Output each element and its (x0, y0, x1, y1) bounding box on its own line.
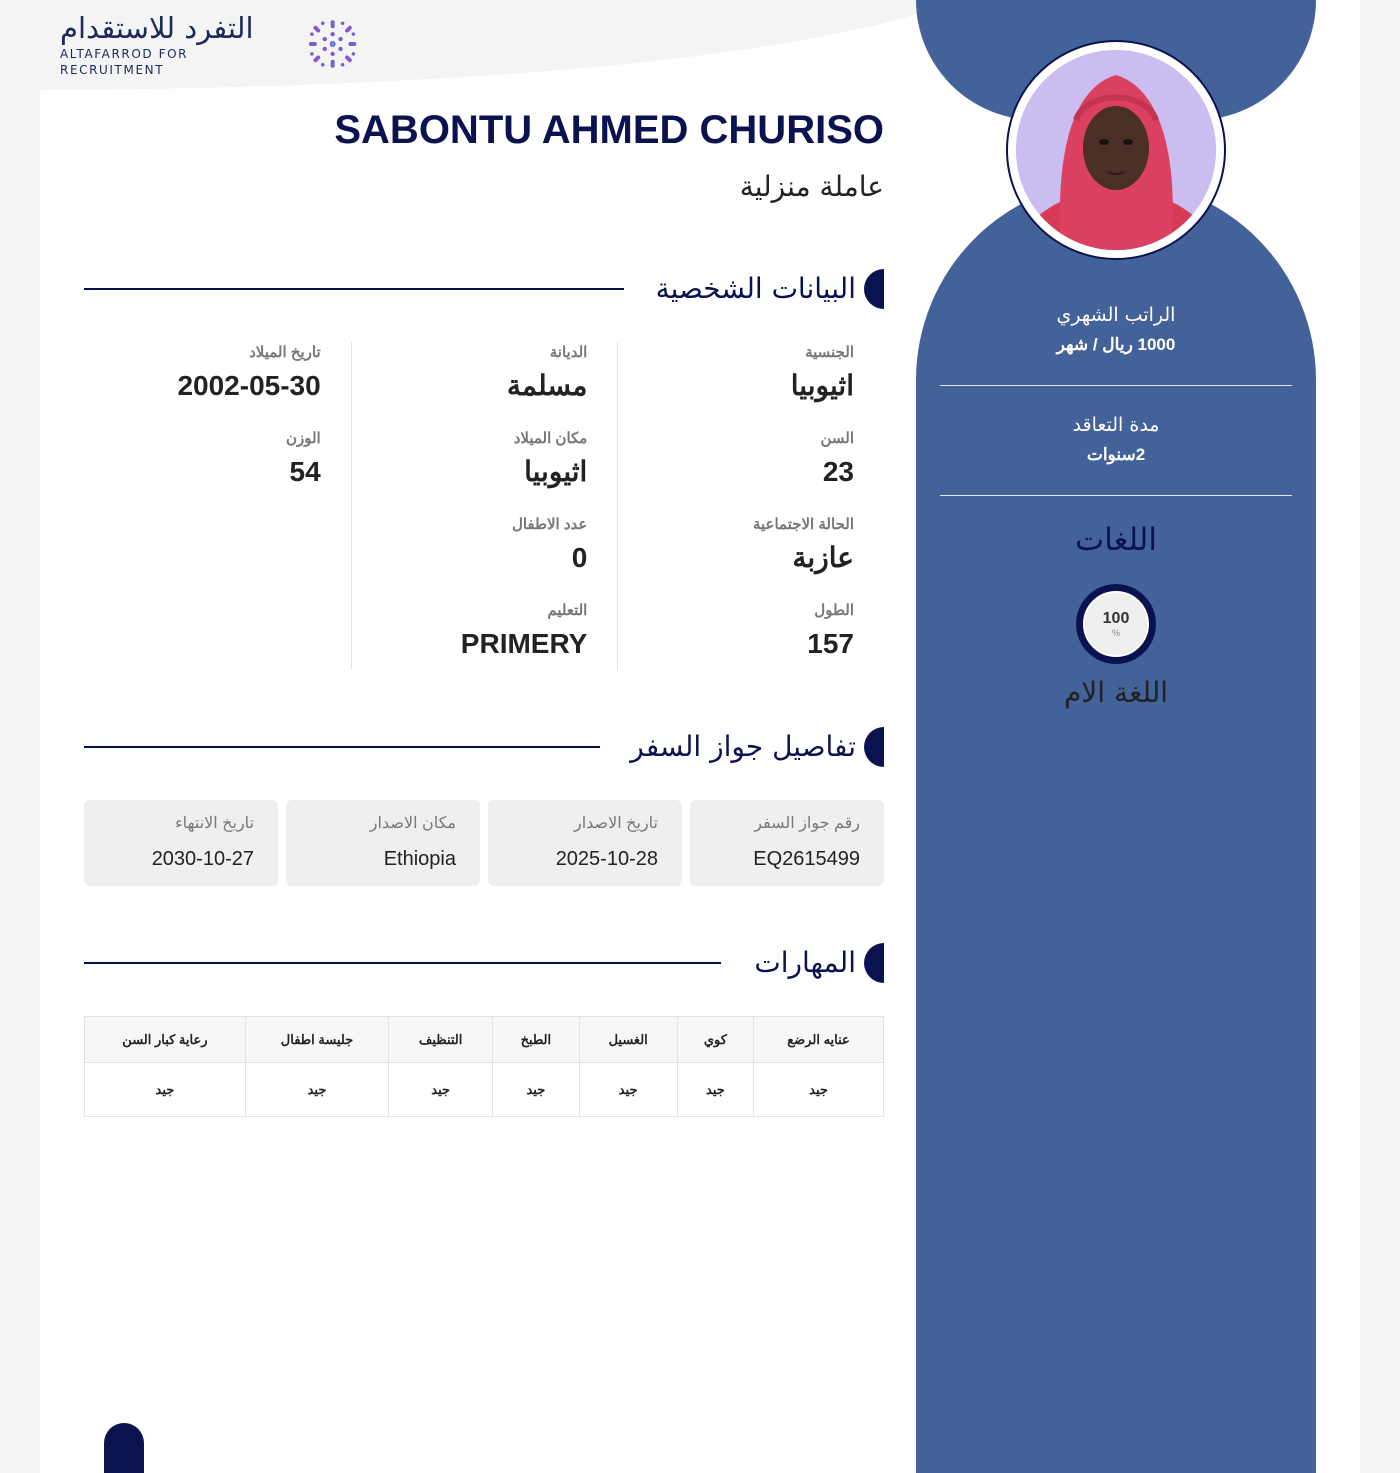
passport-card (488, 800, 682, 886)
info-value: 23 (822, 456, 854, 487)
skill-header: عنايه الرضع (754, 1017, 884, 1063)
section-marker (864, 943, 884, 983)
salary-block (940, 300, 1292, 360)
passport-value: 2025-10-28 (555, 848, 658, 870)
languages-title: اللغات (1075, 522, 1157, 558)
info-label: التعليم (547, 602, 588, 619)
section-personal-title: البيانات الشخصية (655, 272, 856, 305)
brand-name-english: ALTAFARROD FOR RECRUITMENT (60, 47, 189, 77)
passport-card (690, 800, 884, 886)
brand-name-arabic: التفرد للاستقدام (60, 11, 254, 45)
passport-label: تاريخ الانتهاء (175, 815, 254, 832)
info-label: الحالة الاجتماعية (752, 516, 854, 533)
section-passport-header (84, 727, 884, 767)
salary-value: 1000 ريال / شهر (1056, 335, 1176, 354)
skill-header: الغسيل (579, 1017, 677, 1063)
info-value: 54 (289, 456, 321, 487)
section-skills-title: المهارات (754, 946, 856, 979)
info-column (84, 342, 351, 670)
profile-photo-frame (1006, 40, 1226, 260)
info-item (618, 514, 854, 600)
info-item (352, 342, 588, 428)
info-item (618, 600, 854, 686)
contract-value: 2سنوات (1086, 445, 1146, 464)
skill-header: التنظيف (389, 1017, 493, 1063)
contract-block (940, 410, 1292, 470)
skill-header: الطبخ (493, 1017, 579, 1063)
info-column (617, 342, 884, 670)
info-item (618, 342, 854, 428)
section-rule (84, 962, 721, 964)
passport-value: 2030-10-27 (151, 848, 254, 870)
info-value: اثيوبيا (790, 370, 854, 401)
section-marker (864, 269, 884, 309)
section-passport-title: تفاصيل جواز السفر (630, 730, 856, 763)
skills-header-row (85, 1017, 884, 1063)
section-skills-header (84, 943, 884, 983)
info-value: 0 (571, 542, 588, 573)
info-item (84, 342, 321, 428)
info-label: الجنسية (805, 344, 854, 361)
decorative-tab (104, 1423, 144, 1473)
passport-card (84, 800, 278, 886)
contract-label: مدة التعاقد (1072, 414, 1160, 436)
info-item (84, 428, 321, 514)
info-item (618, 428, 854, 514)
skills-value-row (85, 1063, 884, 1117)
skill-rating: جيد (579, 1063, 677, 1117)
language-percent: 100 (1102, 610, 1130, 627)
info-label: الطول (814, 602, 854, 619)
sidebar-divider (940, 495, 1292, 496)
section-rule (84, 746, 600, 748)
info-value: PRIMERY (460, 628, 588, 659)
passport-label: مكان الاصدار (369, 815, 456, 832)
cv-page (40, 0, 1360, 1473)
job-title: عاملة منزلية (739, 170, 884, 203)
skill-header: جليسة اطفال (245, 1017, 388, 1063)
brand-logo (60, 11, 360, 77)
info-value: 2002-05-30 (177, 370, 321, 401)
language-level-gauge (1076, 584, 1156, 664)
skill-rating: جيد (677, 1063, 753, 1117)
skills-table (84, 1016, 884, 1117)
personal-info-grid (84, 342, 884, 670)
candidate-name: SABONTU AHMED CHURISO (334, 108, 884, 152)
section-rule (84, 288, 624, 290)
passport-label: تاريخ الاصدار (573, 815, 658, 832)
info-value: اثيوبيا (524, 456, 588, 487)
skill-rating: جيد (389, 1063, 493, 1117)
salary-label: الراتب الشهري (1056, 304, 1176, 326)
passport-label: رقم جواز السفر (754, 815, 860, 832)
sidebar-divider (940, 385, 1292, 386)
skill-rating: جيد (493, 1063, 579, 1117)
info-column (351, 342, 618, 670)
info-value: عازبة (792, 542, 854, 573)
brand-logo-icon (305, 16, 360, 72)
info-item (352, 600, 588, 686)
section-marker (864, 727, 884, 767)
person-illustration-icon (1016, 50, 1216, 250)
skill-rating: جيد (754, 1063, 884, 1117)
passport-details (84, 800, 884, 886)
language-percent-symbol: % (1111, 628, 1120, 638)
skill-header: رعاية كبار السن (85, 1017, 246, 1063)
info-value: مسلمة (506, 370, 588, 401)
info-label: السن (820, 430, 854, 447)
passport-value: EQ2615499 (753, 848, 860, 870)
info-label: الوزن (285, 430, 321, 447)
sidebar (916, 0, 1316, 1473)
info-label: تاريخ الميلاد (249, 344, 321, 361)
language-name: اللغة الام (1063, 676, 1169, 709)
sidebar-body-shape (916, 180, 1316, 1473)
skill-rating: جيد (85, 1063, 246, 1117)
info-label: عدد الاطفال (511, 516, 588, 533)
passport-card (286, 800, 480, 886)
info-label: الديانة (549, 344, 588, 361)
info-label: مكان الميلاد (513, 430, 588, 447)
info-item (352, 514, 588, 600)
skill-rating: جيد (245, 1063, 388, 1117)
profile-photo (1016, 50, 1216, 250)
info-value: 157 (807, 628, 854, 659)
section-personal-header (84, 269, 884, 309)
skill-header: كوي (677, 1017, 753, 1063)
passport-value: Ethiopia (383, 848, 456, 870)
info-item (352, 428, 588, 514)
